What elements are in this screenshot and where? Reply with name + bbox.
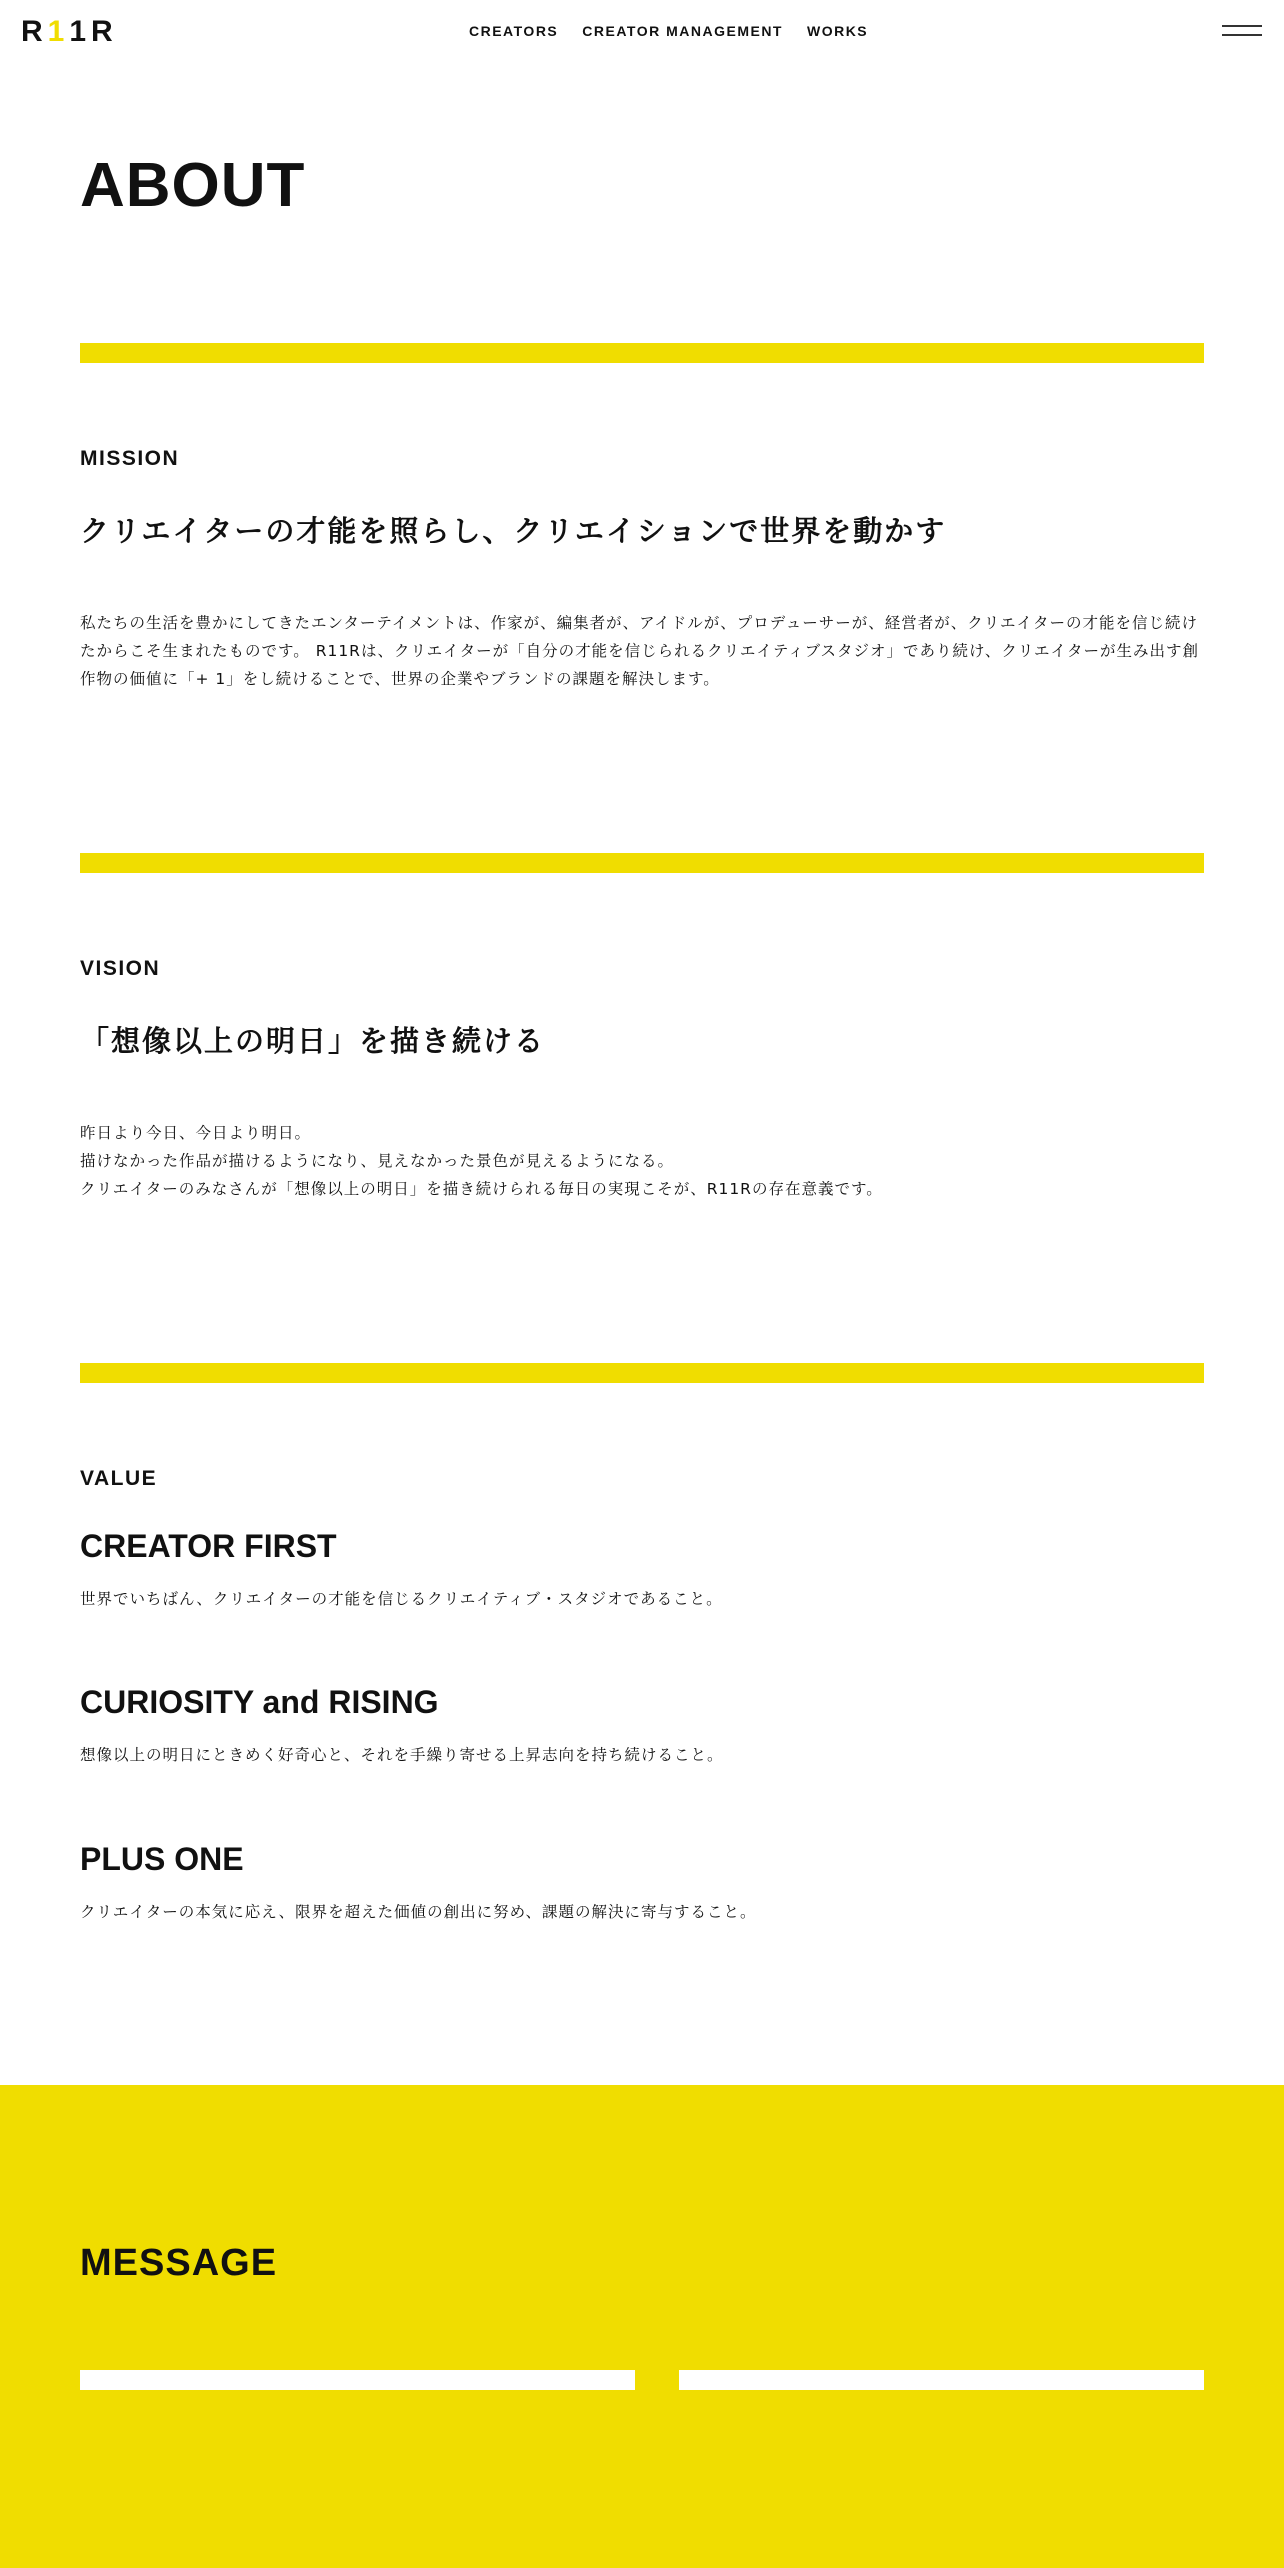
value-item-title: CURIOSITY and RISING bbox=[80, 1684, 439, 1720]
value-item-title: CREATOR FIRST bbox=[80, 1528, 337, 1564]
r11r-logo[interactable] bbox=[21, 15, 114, 48]
value-label: VALUE bbox=[80, 1467, 158, 1490]
site-header bbox=[0, 0, 1284, 62]
mission-label: MISSION bbox=[80, 447, 180, 470]
page-title: ABOUT bbox=[80, 151, 306, 220]
message-section bbox=[0, 2085, 1284, 2568]
value-item-title: PLUS ONE bbox=[80, 1841, 244, 1877]
vision-line-1: 昨日より今日、今日より明日。 bbox=[80, 1124, 312, 1142]
logo-glyph-1b: 1 bbox=[69, 15, 88, 48]
nav-works[interactable]: WORKS bbox=[806, 23, 869, 39]
value-item-desc: 想像以上の明日にときめく好奇心と、それを手繰り寄せる上昇志向を持ち続けること。 bbox=[80, 1746, 724, 1764]
menu-line-top bbox=[1222, 25, 1262, 27]
vision-label: VISION bbox=[80, 957, 161, 980]
vision-line-3: クリエイターのみなさんが「想像以上の明日」を描き続けられる毎日の実現こそが、R11Rの存在意義です。 bbox=[80, 1180, 883, 1198]
value-item-desc: クリエイターの本気に応え、限界を超えた価値の創出に努め、課題の解決に寄与すること。 bbox=[80, 1903, 757, 1921]
mission-body bbox=[80, 609, 1204, 693]
message-title: MESSAGE bbox=[80, 2242, 278, 2284]
value-divider-bar bbox=[80, 1363, 1204, 1383]
nav-creators[interactable]: CREATORS bbox=[469, 23, 559, 39]
logo-glyph-r1: R bbox=[21, 15, 44, 48]
mission-body-text: 私たちの生活を豊かにしてきたエンターテイメントは、作家が、編集者が、アイドルが、プロデューサーが、経営者が、クリエイターの才能を信じ続けたからこそ生まれたものです。 R11Rは、クリエイターが「自分の才能を信じられるクリエイティブスタジオ」であり続け、クリエイターが生み出す創作物の価値に「+ 1」をし続けることで、世界の企業やブランドの課題を解決します。 bbox=[80, 614, 1200, 688]
message-right-bar bbox=[679, 2370, 1204, 2390]
menu-line-bottom bbox=[1222, 34, 1262, 36]
logo-glyph-r2: R bbox=[91, 15, 114, 48]
hamburger-menu-icon[interactable] bbox=[1222, 23, 1262, 37]
value-item-desc: 世界でいちばん、クリエイターの才能を信じるクリエイティブ・スタジオであること。 bbox=[80, 1590, 723, 1608]
vision-divider-bar bbox=[80, 853, 1204, 873]
logo-glyph-1a: 1 bbox=[47, 15, 66, 48]
vision-line-2: 描けなかった作品が描けるようになり、見えなかった景色が見えるようになる。 bbox=[80, 1152, 675, 1170]
global-nav bbox=[469, 22, 868, 40]
vision-headline: 「想像以上の明日」を描き続ける bbox=[80, 1024, 546, 1058]
mission-headline: クリエイターの才能を照らし、クリエイションで世界を動かす bbox=[80, 514, 947, 548]
mission-divider-bar bbox=[80, 343, 1204, 363]
vision-body bbox=[80, 1119, 1204, 1203]
nav-creator-management[interactable]: CREATOR MANAGEMENT bbox=[582, 23, 783, 39]
message-left-bar bbox=[80, 2370, 635, 2390]
